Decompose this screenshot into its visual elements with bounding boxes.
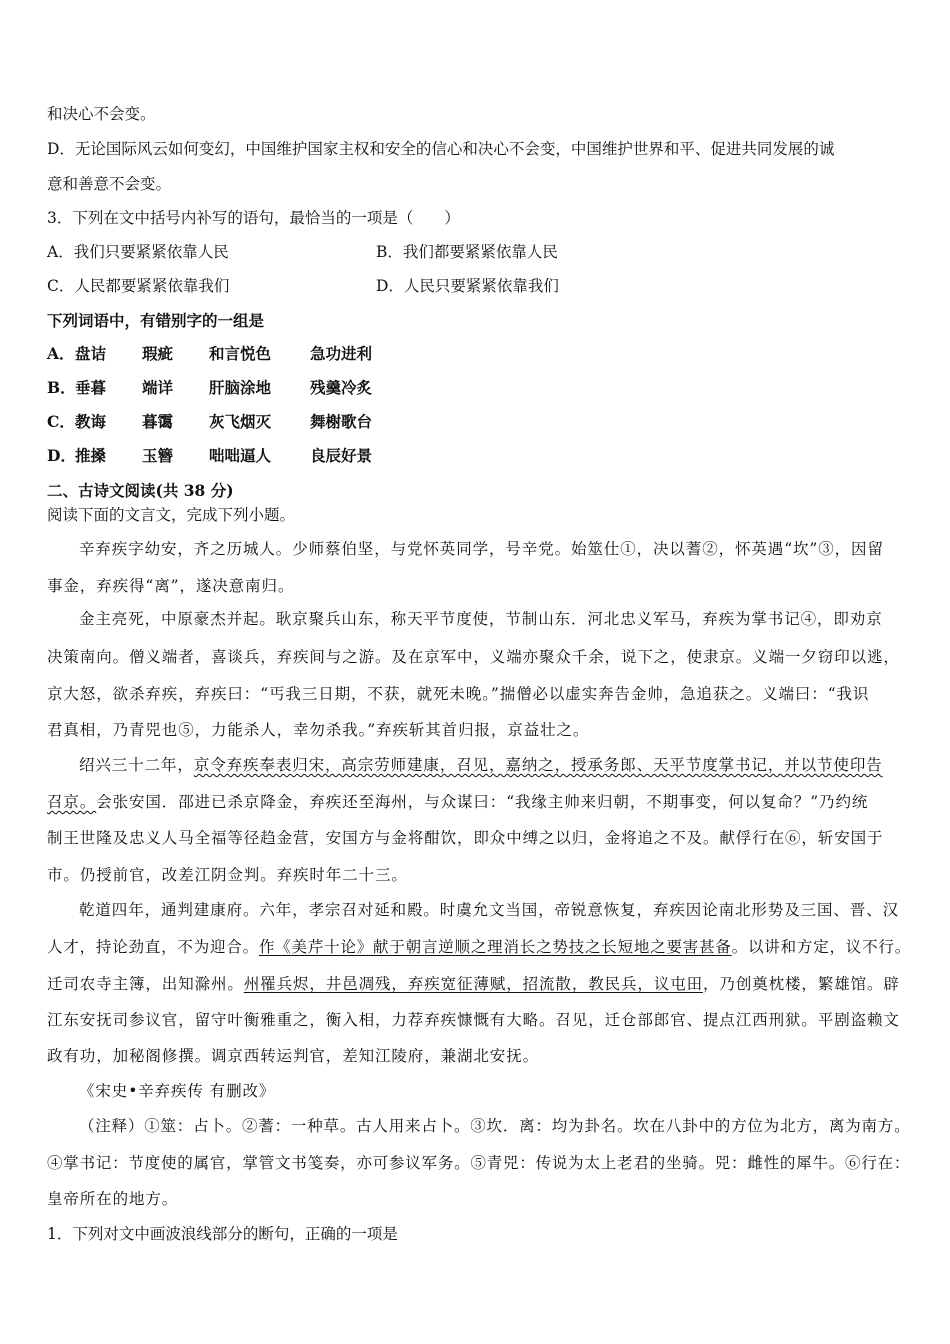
notes-line-1: （注释）①筮：占卜。②蓍：一种草。古人用来占卜。③坎．离：均为卦名。坎在八卦中的方位为北方，离为南方。 bbox=[79, 1117, 911, 1135]
word: 教诲 bbox=[75, 412, 107, 431]
typo-option-d bbox=[47, 444, 372, 466]
option-label: D． bbox=[47, 446, 76, 465]
text-segment: 。以讲和方定，议不行。 bbox=[731, 938, 912, 956]
passage-p2-line-1: 金主亮死，中原豪杰并起。耿京聚兵山东，称天平节度使，节制山东．河北忠义军马，弃疾为掌书记④，即劝京 bbox=[79, 610, 883, 628]
wavy-underlined-text: 京令弃疾奉表归宋，高宗劳师建康，召见，嘉纳之，授承务郎、天平节度掌书记，并以节使印告 bbox=[193, 756, 883, 774]
passage-p4-line-1: 乾道四年，通判建康府。六年，孝宗召对延和殿。时虞允文当国，帝锐意恢复，弃疾因论南北形势及三国、晋、汉 bbox=[79, 901, 900, 919]
passage-p3-line-2 bbox=[47, 790, 868, 812]
text-segment: 迁司农寺主簿，出知滁州。 bbox=[47, 975, 244, 993]
notes-line-3: 皇帝所在的地方。 bbox=[47, 1190, 179, 1208]
word: 盘诘 bbox=[75, 344, 107, 363]
passage-p1-line-1: 辛弃疾字幼安，齐之历城人。少师蔡伯坚，与党怀英同学，号辛党。始筮仕①，决以蓍②，怀英遇“坎”③，因留 bbox=[79, 540, 884, 558]
question-3-stem: 3．下列在文中括号内补写的语句，最恰当的一项是（ ） bbox=[47, 209, 460, 227]
typo-option-a bbox=[47, 342, 372, 364]
text-segment: 绍兴三十二年， bbox=[79, 756, 194, 774]
question-3-option-c: C．人民都要紧紧依靠我们 bbox=[47, 277, 230, 295]
word: 残羹冷炙 bbox=[310, 378, 373, 397]
word: 咄咄逼人 bbox=[209, 446, 272, 465]
passage-p4-line-3 bbox=[47, 972, 900, 994]
typo-option-b bbox=[47, 376, 372, 398]
passage-p4-line-2 bbox=[47, 935, 911, 957]
question-3-option-d: D．人民只要紧紧依靠我们 bbox=[376, 277, 559, 295]
wavy-underlined-text: 召京。 bbox=[47, 793, 97, 811]
option-d-line-1: D．无论国际风云如何变幻，中国维护国家主权和安全的信心和决心不会变，中国维护世界和平、促进共同发展的诚 bbox=[47, 140, 835, 158]
word: 暮霭 bbox=[142, 412, 174, 431]
word: 玉簪 bbox=[142, 446, 174, 465]
passage-p2-line-3: 京大怒，欲杀弃疾，弃疾曰：“丐我三日期，不获，就死未晚。”揣僧必以虚实奔告金帅，急追获之。义端曰：“我识 bbox=[47, 685, 870, 703]
passage-p2-line-4: 君真相，乃青兕也⑤，力能杀人，幸勿杀我。”弃疾斩其首归报，京益壮之。 bbox=[47, 721, 590, 739]
question-3-option-b: B．我们都要紧紧依靠人民 bbox=[376, 243, 558, 261]
option-label: A． bbox=[47, 344, 75, 363]
section-2-instruction: 阅读下面的文言文，完成下列小题。 bbox=[47, 506, 296, 524]
question-1-stem: 1．下列对文中画波浪线部分的断句，正确的一项是 bbox=[47, 1225, 398, 1243]
passage-p1-line-2: 事金，弃疾得“离”，遂决意南归。 bbox=[47, 577, 295, 595]
option-label: C． bbox=[47, 412, 75, 431]
typo-option-c bbox=[47, 410, 372, 432]
word: 灰飞烟灭 bbox=[209, 412, 272, 431]
word: 肝脑涂地 bbox=[209, 378, 272, 397]
question-3-option-a: A．我们只要紧紧依靠人民 bbox=[47, 243, 229, 261]
passage-source: 《宋史•辛弃疾传 有删改》 bbox=[79, 1082, 276, 1100]
text-segment: 人才，持论劲直，不为迎合。 bbox=[47, 938, 259, 956]
word: 瑕疵 bbox=[142, 344, 174, 363]
underlined-text: 作《美芹十论》献于朝言逆顺之理消长之势技之长短地之要害甚备 bbox=[258, 938, 732, 956]
text-segment: 会张安国．邵进已杀京降金，弃疾还至海州，与众谋曰：“我缘主帅来归朝，不期事变，何以复命？”乃约统 bbox=[96, 793, 869, 811]
underlined-text: 州罹兵烬，井邑凋残，弃疾宽征薄赋，招流散，教民兵，议屯田 bbox=[243, 975, 704, 993]
option-d-line-2: 意和善意不会变。 bbox=[47, 175, 172, 193]
word: 良辰好景 bbox=[310, 446, 373, 465]
word: 端详 bbox=[142, 378, 174, 397]
word: 和言悦色 bbox=[209, 344, 272, 363]
typo-question-stem: 下列词语中，有错别字的一组是 bbox=[47, 311, 265, 330]
option-label: B． bbox=[47, 378, 76, 397]
section-2-title: 二、古诗文阅读(共 38 分) bbox=[47, 481, 234, 500]
word: 急功进利 bbox=[310, 344, 373, 363]
text-segment: ，乃创奠枕楼，繁雄馆。辟 bbox=[703, 975, 900, 993]
word: 垂暮 bbox=[75, 378, 107, 397]
passage-p4-line-5: 政有功，加秘阁修撰。调京西转运判官，差知江陵府，兼湖北安抚。 bbox=[47, 1047, 540, 1065]
word: 舞榭歌台 bbox=[310, 412, 373, 431]
word: 推搡 bbox=[75, 446, 107, 465]
passage-p3-line-3: 制王世隆及忠义人马全福等径趋金营，安国方与金将酣饮，即众中缚之以归，金将追之不及。献俘行在⑥，斩安国于 bbox=[47, 829, 884, 847]
notes-line-2: ④掌书记：节度使的属官，掌管文书笺奏，亦可参议军务。⑤青兕：传说为太上老君的坐骑。兕：雌性的犀牛。⑥行在： bbox=[47, 1154, 911, 1172]
passage-p2-line-2: 决策南向。僧义端者，喜谈兵，弃疾间与之游。及在京军中，义端亦聚众千余，说下之，使隶京。义端一夕窃印以逃， bbox=[47, 648, 900, 666]
passage-p3-line-1 bbox=[79, 753, 883, 775]
passage-p3-line-4: 市。仍授前官，改差江阴佥判。弃疾时年二十三。 bbox=[47, 866, 408, 884]
option-c-continuation: 和决心不会变。 bbox=[47, 105, 156, 123]
passage-p4-line-4: 江东安抚司参议官，留守叶衡雅重之，衡入相，力荐弃疾慷慨有大略。召见，迁仓部郎官、提点江西刑狱。平剧盗赖文 bbox=[47, 1011, 900, 1029]
